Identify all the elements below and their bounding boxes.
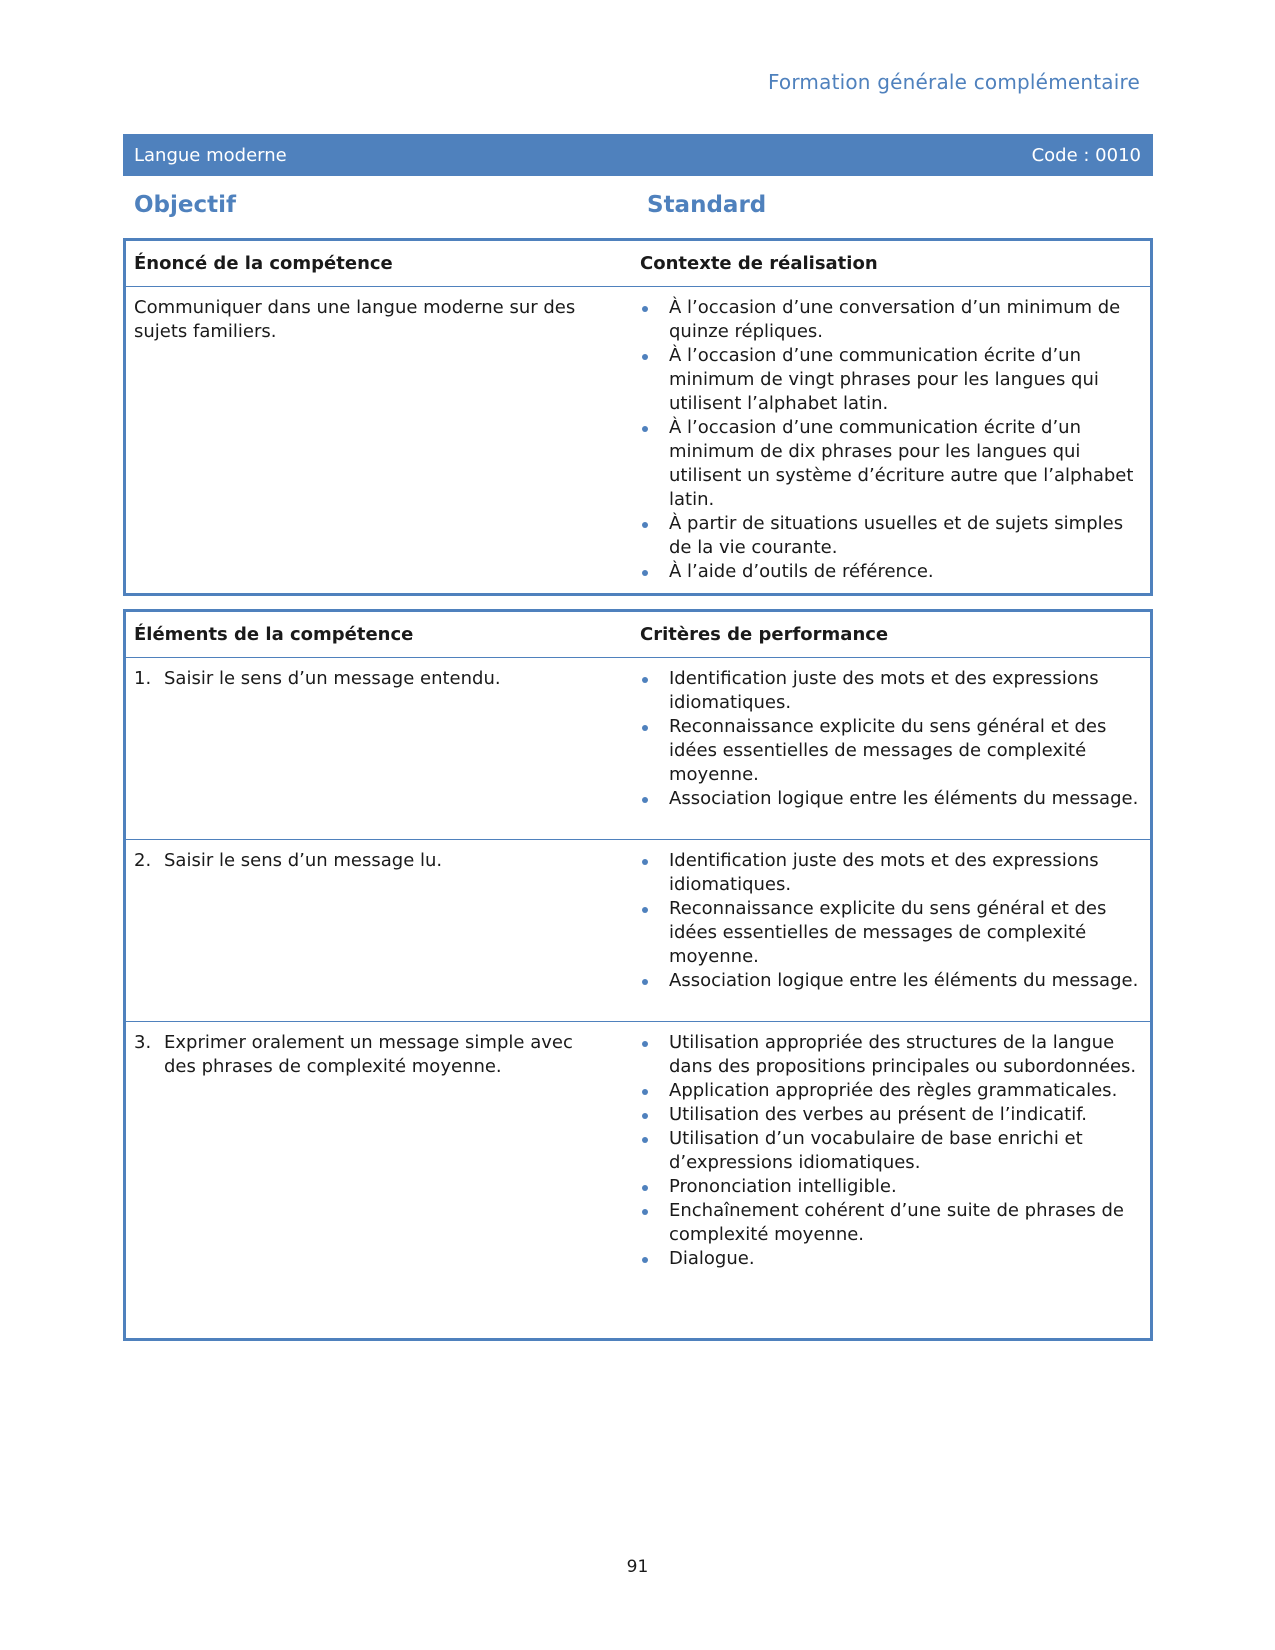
list-item: Utilisation d’un vocabulaire de base enrichi et d’expressions idiomatiques. <box>636 1127 1140 1175</box>
competency-element <box>134 1031 596 1079</box>
element-number: 1. <box>134 668 152 689</box>
running-header: Formation générale complémentaire <box>767 70 1140 94</box>
table-row <box>126 840 1150 1022</box>
criteria-list <box>636 849 1140 993</box>
list-item: Utilisation appropriée des structures de la langue dans des propositions principales ou subordonnées. <box>636 1031 1140 1079</box>
list-item: À partir de situations usuelles et de sujets simples de la vie courante. <box>636 512 1140 560</box>
element-number: 3. <box>134 1032 152 1053</box>
competency-statement: Communiquer dans une langue moderne sur des sujets familiers. <box>134 297 576 342</box>
objective-title: Objectif <box>134 192 237 218</box>
element-text: Saisir le sens d’un message lu. <box>164 850 443 871</box>
competency-element <box>134 667 596 691</box>
statement-row <box>126 287 1150 584</box>
list-item: Prononciation intelligible. <box>636 1175 1140 1199</box>
table-row <box>126 658 1150 840</box>
competency-element <box>134 849 596 873</box>
list-item: Identification juste des mots et des expressions idiomatiques. <box>636 667 1140 715</box>
competency-elements-table <box>123 609 1153 1341</box>
course-code: Code : 0010 <box>1031 144 1141 166</box>
elements-header: Éléments de la compétence <box>134 624 414 645</box>
list-item: Reconnaissance explicite du sens général et des idées essentielles de messages de complexité moyenne. <box>636 715 1140 787</box>
list-item: À l’occasion d’une communication écrite d’un minimum de vingt phrases pour les langues qui utilisent l’alphabet latin. <box>636 344 1140 416</box>
list-item: À l’occasion d’une communication écrite d’un minimum de dix phrases pour les langues qui utilisent un système d’écriture autre que l’alphabet latin. <box>636 416 1140 512</box>
statement-table-header <box>126 241 1150 287</box>
course-title-bar <box>123 134 1153 176</box>
list-item: Dialogue. <box>636 1247 1140 1271</box>
statement-header: Énoncé de la compétence <box>134 253 393 274</box>
criteria-list <box>636 667 1140 811</box>
elements-table-header <box>126 612 1150 658</box>
context-header: Contexte de réalisation <box>640 253 878 274</box>
standard-title: Standard <box>647 192 767 218</box>
list-item: Identification juste des mots et des expressions idiomatiques. <box>636 849 1140 897</box>
list-item: Association logique entre les éléments du message. <box>636 787 1140 811</box>
context-list <box>636 296 1140 584</box>
page-number: 91 <box>626 1557 649 1577</box>
table-row <box>126 1022 1150 1271</box>
criteria-list <box>636 1031 1140 1271</box>
list-item: Reconnaissance explicite du sens général et des idées essentielles de messages de complexité moyenne. <box>636 897 1140 969</box>
list-item: À l’occasion d’une conversation d’un minimum de quinze répliques. <box>636 296 1140 344</box>
element-text: Exprimer oralement un message simple avec des phrases de complexité moyenne. <box>164 1032 573 1077</box>
list-item: Association logique entre les éléments du message. <box>636 969 1140 993</box>
course-name: Langue moderne <box>134 144 287 166</box>
list-item: Enchaînement cohérent d’une suite de phrases de complexité moyenne. <box>636 1199 1140 1247</box>
element-text: Saisir le sens d’un message entendu. <box>164 668 501 689</box>
list-item: Utilisation des verbes au présent de l’indicatif. <box>636 1103 1140 1127</box>
list-item: Application appropriée des règles grammaticales. <box>636 1079 1140 1103</box>
criteria-header: Critères de performance <box>640 624 889 645</box>
competency-statement-table <box>123 238 1153 596</box>
list-item: À l’aide d’outils de référence. <box>636 560 1140 584</box>
element-number: 2. <box>134 850 152 871</box>
